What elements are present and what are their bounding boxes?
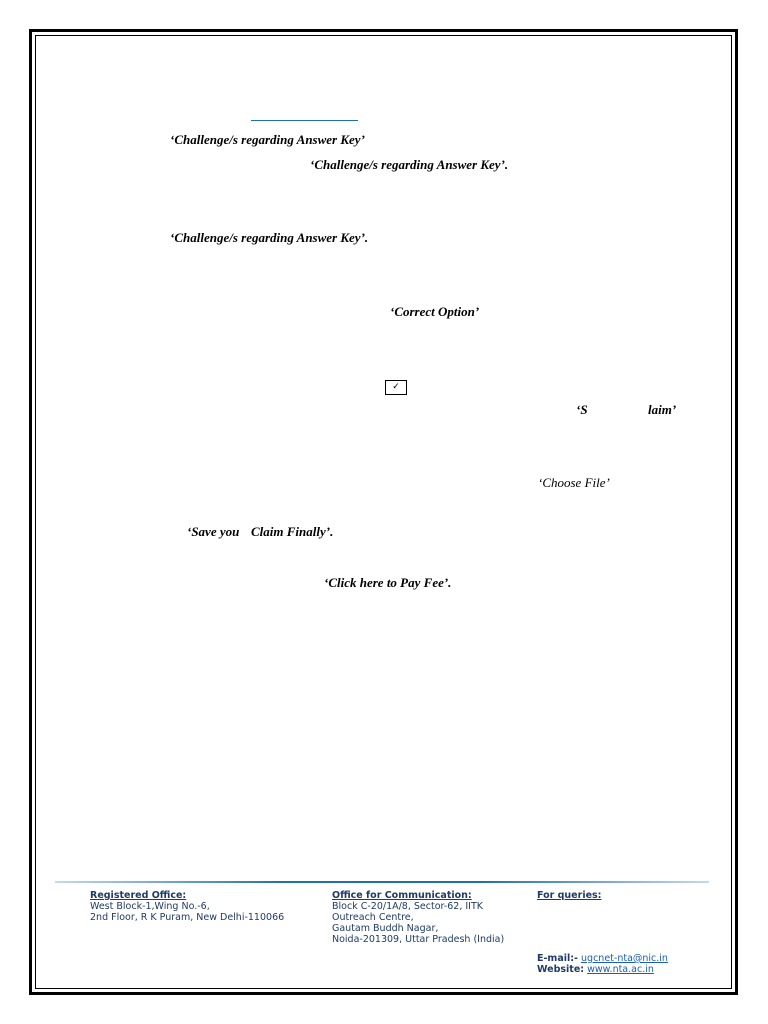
registered-office-heading: Registered Office: — [90, 890, 187, 901]
communication-office-line: Outreach Centre, — [332, 912, 414, 923]
text-claim-finally: Claim Finally’. — [251, 524, 334, 539]
text-challenge-2: ‘Challenge/s regarding Answer Key’. — [310, 157, 509, 172]
contact-block — [537, 953, 668, 975]
text-correct-option: ‘Correct Option’ — [390, 304, 480, 319]
registered-office-block — [90, 890, 284, 923]
website-link[interactable]: www.nta.ac.in — [587, 964, 654, 975]
text-challenge-3: ‘Challenge/s regarding Answer Key’. — [170, 230, 369, 245]
communication-office-line: Block C-20/1A/8, Sector-62, IITK — [332, 901, 484, 912]
text-pay-fee: ‘Click here to Pay Fee’. — [324, 575, 452, 590]
communication-office-line: Noida-201309, Uttar Pradesh (India) — [332, 934, 505, 945]
website-label: Website: — [537, 964, 585, 975]
email-link[interactable]: ugcnet-nta@nic.in — [581, 953, 668, 964]
registered-office-line: 2nd Floor, R K Puram, New Delhi-110066 — [90, 912, 285, 923]
communication-office-heading: Office for Communication: — [332, 890, 472, 901]
text-choose-file: ‘Choose File’ — [538, 475, 610, 490]
communication-office-block — [332, 890, 504, 945]
email-label: E-mail:- — [537, 953, 578, 964]
check-mark-icon: ✓ — [385, 380, 407, 395]
queries-block — [537, 890, 601, 901]
registered-office-line: West Block-1,Wing No.-6, — [90, 901, 210, 912]
communication-office-line: Gautam Buddh Nagar, — [332, 923, 439, 934]
text-claim-fragment: laim’ — [648, 402, 677, 417]
footer-divider — [55, 881, 709, 883]
page-border-inner — [35, 35, 732, 989]
text-save-fragment: ‘Save you — [187, 524, 240, 539]
text-challenge-1: ‘Challenge/s regarding Answer Key’ — [170, 132, 365, 147]
text-submit-fragment: ‘S — [576, 402, 588, 417]
blue-underline — [251, 120, 358, 121]
queries-heading: For queries: — [537, 890, 602, 901]
